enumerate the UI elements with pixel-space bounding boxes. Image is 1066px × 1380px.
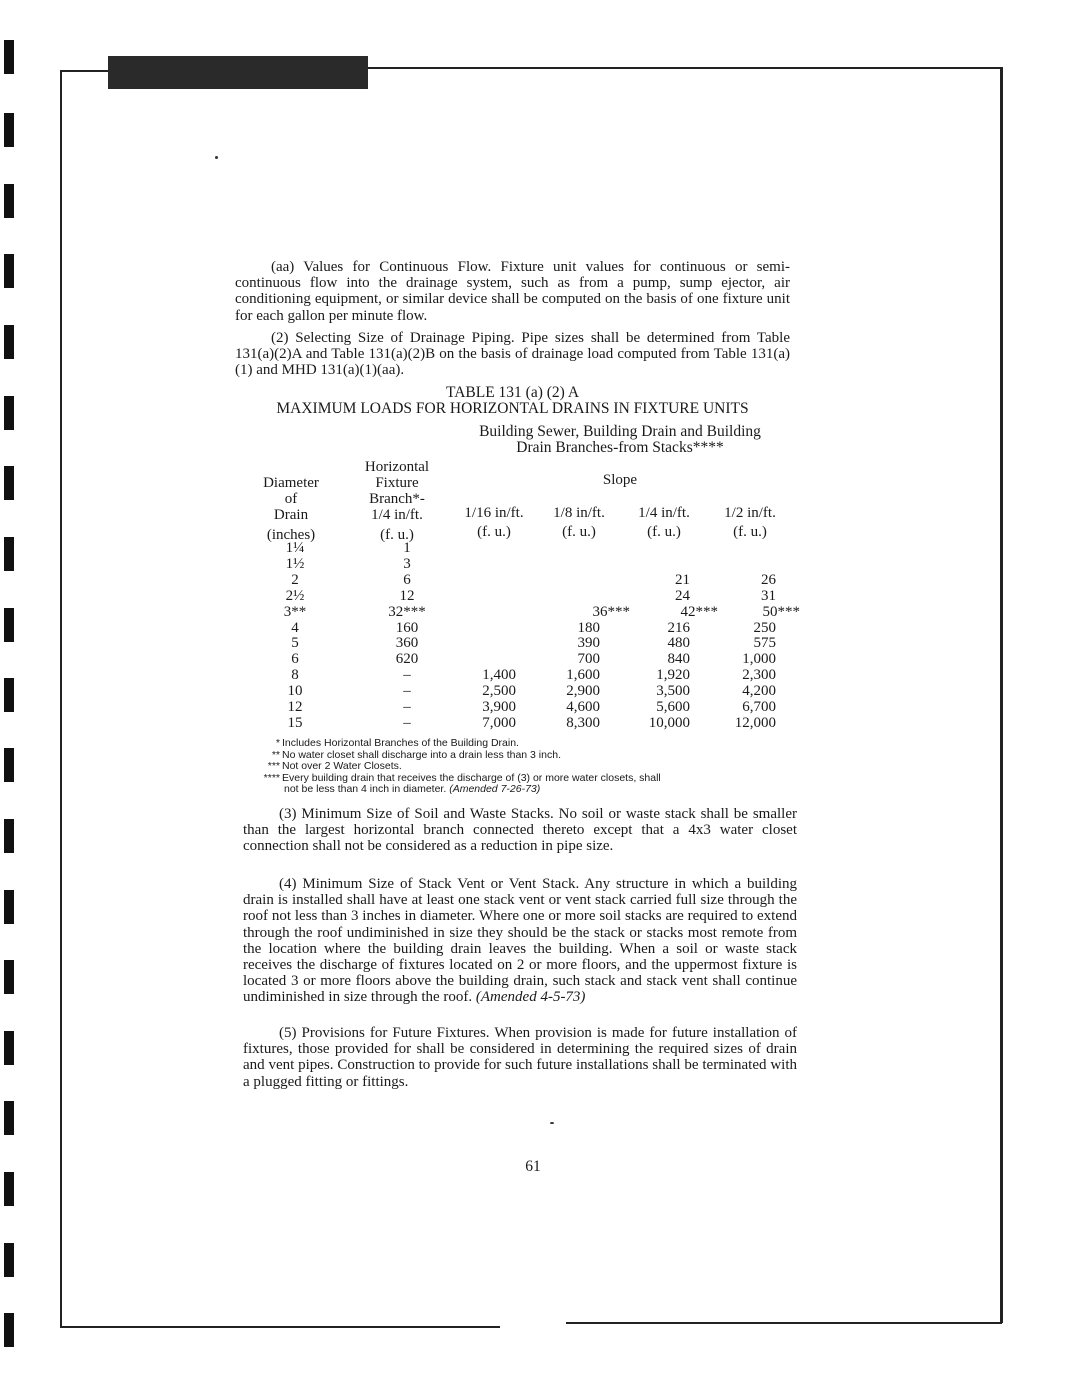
table-cell: – [403, 667, 411, 684]
table-cell: 7,000 [482, 714, 516, 731]
binder-mark [4, 40, 14, 74]
speck [215, 156, 218, 159]
table-cell: 160 [395, 619, 419, 636]
table-cell: 2,500 [482, 683, 516, 700]
table-cell: 480 [667, 635, 690, 652]
table-cell [700, 541, 800, 557]
table-cell: 250 [753, 619, 776, 636]
frame-line [60, 1326, 500, 1328]
table-cell [440, 573, 516, 589]
table-cell: 2,300 [742, 667, 776, 684]
table-cell [440, 605, 516, 621]
table-cell: 6 [291, 651, 299, 668]
table-cell: 3,500 [656, 683, 690, 700]
footnote-4-continued: not be less than 4 inch in diameter. (Amended 7-26-73) [284, 783, 541, 795]
paragraph-aa: (aa) Values for Continuous Flow. Fixture unit values for continuous or semi-continuous flow into the drainage system, such as from a pump, sump ejector, air conditioning equipment, or similar device shall be computed on the basis of one fixture unit for each gallon per minute flow. [235, 259, 790, 324]
table-cell [440, 636, 516, 652]
table-cell: 6,700 [742, 699, 776, 716]
table-cell: 360 [395, 635, 419, 652]
table-cell: – [403, 714, 411, 731]
col-unit: (f. u.) [733, 524, 767, 540]
binder-mark [4, 960, 14, 994]
table-cell: 840 [667, 651, 690, 668]
table-cell: 3 [403, 555, 411, 572]
table-cell: 5,600 [656, 699, 690, 716]
binder-mark [4, 1313, 14, 1347]
amendment-note: (Amended 4-5-73) [475, 989, 586, 1006]
table-cell: 1,000 [742, 651, 776, 668]
footnote-2: ** No water closet shall discharge into a drain less than 3 inch. [271, 748, 561, 761]
footnote-4: **** Every building drain that receives the discharge of (3) or more water closets, shall [263, 771, 661, 784]
binder-mark [4, 325, 14, 359]
table-cell: 3** [283, 603, 307, 620]
slope-header: Slope [602, 472, 638, 488]
binder-mark [4, 608, 14, 642]
col-header-slope-1-8: 1/8 in/ft. [553, 505, 605, 521]
table-cell: 1,600 [566, 667, 600, 684]
table-cell: 4,200 [742, 683, 776, 700]
amendment-note: (Amended 7-26-73) [449, 783, 541, 795]
frame-line [368, 67, 1000, 69]
binder-mark [4, 113, 14, 147]
table-cell: 1 [403, 540, 411, 556]
table-cell [440, 557, 516, 573]
table-cell: 620 [395, 651, 419, 668]
table-cell: 180 [577, 619, 600, 636]
table-cell: 3,900 [482, 699, 516, 716]
col-header-slope-1-4: 1/4 in/ft. [638, 505, 690, 521]
frame-line [60, 70, 62, 1328]
table-cell: 575 [753, 635, 776, 652]
header-bar [108, 56, 368, 89]
table-cell: 1¼ [285, 540, 305, 556]
table-cell [440, 621, 516, 637]
table-footnotes [246, 738, 806, 796]
table-cell: 42*** [680, 603, 718, 620]
col-header-slope-1-2: 1/2 in/ft. [724, 505, 776, 521]
table-cell: 31 [761, 587, 776, 604]
table-cell: 15 [287, 714, 303, 731]
table-cell: 24 [675, 587, 690, 604]
binder-mark [4, 748, 14, 782]
table-cell: 4,600 [566, 699, 600, 716]
table-cell: 12,000 [734, 714, 776, 731]
table-cell: 700 [577, 651, 600, 668]
col-unit: (f. u.) [562, 524, 596, 540]
table-cell [440, 541, 516, 557]
binder-mark [4, 1031, 14, 1065]
table-cell: 2,900 [566, 683, 600, 700]
table-cell: 1,400 [482, 667, 516, 684]
binder-mark [4, 1101, 14, 1135]
table-cell: 4 [291, 619, 299, 636]
table-cell: 6 [403, 571, 411, 588]
footnote-1: * Includes Horizontal Branches of the Building Drain. [275, 737, 519, 749]
table-cell: 2 [291, 571, 299, 588]
binder-mark [4, 466, 14, 500]
col-header-branch: Horizontal Fixture Branch*- 1/4 in/ft. [364, 459, 430, 523]
binder-mark [4, 184, 14, 218]
table-cell: 1,920 [656, 667, 690, 684]
table-cell: 5 [291, 635, 299, 652]
table-cell [440, 589, 516, 605]
binder-mark [4, 678, 14, 712]
table-cell: 1½ [285, 555, 305, 572]
table-cell: 10,000 [648, 714, 690, 731]
table-cell [440, 652, 516, 668]
table-cell: – [403, 699, 411, 716]
paragraph-5: (5) Provisions for Future Fixtures. When provision is made for future installation of fixtures, those provided for shall be considered in determining the required sizes of drain and vent pipes. Construction to provide for such future installations shall be terminated with a plugged fitting or fittings. [243, 1025, 797, 1090]
table-cell: 26 [761, 571, 776, 588]
table-cell: 390 [577, 635, 600, 652]
table-title: MAXIMUM LOADS FOR HORIZONTAL DRAINS IN FIXTURE UNITS [276, 400, 749, 417]
table-cell: 216 [667, 619, 690, 636]
col-branch-values [372, 541, 442, 732]
frame-line [566, 1322, 1002, 1324]
col-unit-inches: (inches) [266, 527, 316, 543]
group-header: Building Sewer, Building Drain and Building [479, 423, 761, 440]
paragraph-2: (2) Selecting Size of Drainage Piping. Pipe sizes shall be determined from Table 131(a)(2)A and Table 131(a)(2)B on the basis of drainage load computed from Table 131(a)(1) and MHD 131(a)(1)(aa). [235, 330, 790, 379]
frame-line [60, 70, 108, 72]
table-cell: 12 [287, 699, 303, 716]
table-cell: 36*** [592, 603, 630, 620]
table-cell: 2½ [285, 587, 305, 604]
table-cell: 10 [287, 683, 303, 700]
table-cell: 50*** [762, 603, 800, 620]
binder-mark [4, 1243, 14, 1277]
col-slope-1-16-values [440, 541, 516, 732]
binder-mark [4, 819, 14, 853]
col-header-diameter: Diameter of Drain [263, 475, 319, 523]
table-cell: 8 [291, 667, 299, 684]
paragraph-4: (4) Minimum Size of Stack Vent or Vent Stack. Any structure in which a building drain is installed shall have at least one stack vent or vent stack carried full size through the roof not less than 3 inches in diameter. Where one or more soil stacks are required to extend through the roof undiminished in size they should be the stack or stacks most remote from the location where the building drain leaves the building. When a soil or waste stack receives the discharge of fixtures located on 2 or more floors, and the uppermost fixture is located 3 or more floors above the building drain, such stack and stack vent shall continue undiminished in size through the roof. (Amended 4-5-73) [243, 876, 797, 1006]
table-cell: 21 [675, 571, 690, 588]
col-slope-1-2-values [700, 541, 800, 732]
table-number: TABLE 131 (a) (2) A [445, 384, 580, 401]
table-cell [700, 557, 800, 573]
binder-mark [4, 254, 14, 288]
col-unit: (f. u.) [477, 524, 511, 540]
binder-mark [4, 396, 14, 430]
page-number: 61 [525, 1158, 541, 1175]
table-cell: – [403, 683, 411, 700]
binder-mark [4, 537, 14, 571]
table-cell: 12 [399, 587, 415, 604]
table-cell: 32*** [388, 603, 426, 620]
col-diameter-values [270, 541, 320, 732]
speck [550, 1122, 554, 1124]
group-header: Drain Branches-from Stacks**** [516, 439, 724, 456]
col-unit-branch: (f. u.) [380, 527, 414, 543]
paragraph-3: (3) Minimum Size of Soil and Waste Stacks. No soil or waste stack shall be smaller than the largest horizontal branch connected thereto except that a 4x3 water closet connection shall not be considered as a reduction in pipe size. [243, 806, 797, 855]
col-header-slope-1-16: 1/16 in/ft. [464, 505, 524, 521]
footnote-3: *** Not over 2 Water Closets. [267, 760, 402, 772]
binder-mark [4, 890, 14, 924]
binder-mark [4, 1172, 14, 1206]
frame-line [1000, 67, 1003, 1323]
col-unit: (f. u.) [647, 524, 681, 540]
table-cell: 8,300 [566, 714, 600, 731]
